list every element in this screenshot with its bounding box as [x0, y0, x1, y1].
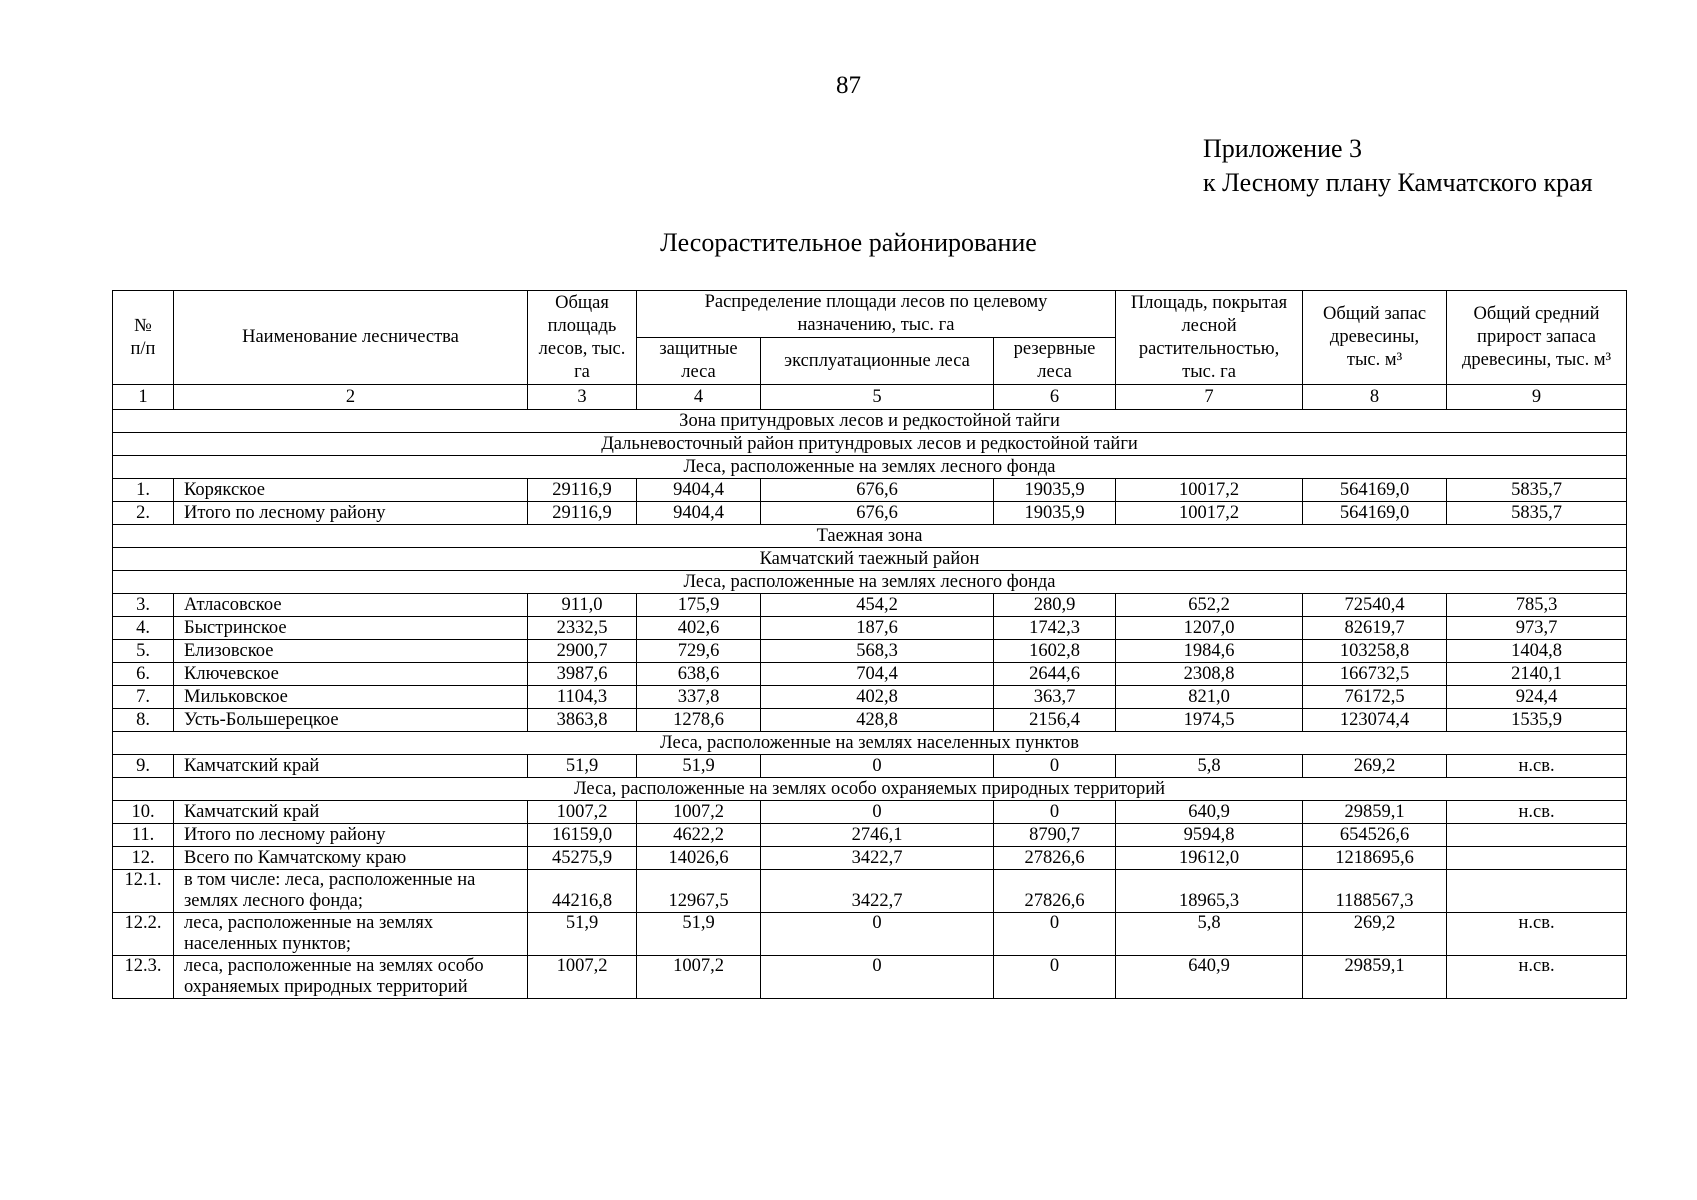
forestry-name: Корякское [174, 479, 528, 502]
table-row [113, 870, 1627, 913]
forestry-name: Быстринское [174, 617, 528, 640]
value-cell: 19035,9 [994, 502, 1116, 525]
column-number: 3 [528, 385, 637, 410]
value-cell: 0 [994, 755, 1116, 778]
forestry-name: Всего по Камчатскому краю [174, 847, 528, 870]
header-covered: Площадь, покрытая лесной растительностью, тыс. га [1116, 291, 1303, 385]
row-number: 5. [113, 640, 174, 663]
row-number: 10. [113, 801, 174, 824]
section-heading: Леса, расположенные на землях населенных пунктов [113, 732, 1627, 755]
value-cell: 568,3 [761, 640, 994, 663]
value-cell: 564169,0 [1303, 479, 1447, 502]
value-cell: 564169,0 [1303, 502, 1447, 525]
forest-zoning-table [112, 290, 1627, 999]
value-cell: 0 [761, 801, 994, 824]
value-cell: 51,9 [528, 755, 637, 778]
table-row [113, 617, 1627, 640]
value-cell: 676,6 [761, 479, 994, 502]
value-cell: 27826,6 [994, 847, 1116, 870]
value-cell: 269,2 [1303, 913, 1447, 956]
forestry-name: Ключевское [174, 663, 528, 686]
header-num: № п/п [113, 291, 174, 385]
value-cell: 5835,7 [1447, 502, 1627, 525]
value-cell: 51,9 [528, 913, 637, 956]
value-cell: 821,0 [1116, 686, 1303, 709]
table-row [113, 663, 1627, 686]
header-exploitation: эксплуатационные леса [761, 338, 994, 385]
forestry-name: Итого по лесному району [174, 824, 528, 847]
section-heading: Леса, расположенные на землях лесного фонда [113, 571, 1627, 594]
column-number: 2 [174, 385, 528, 410]
forestry-name: Камчатский край [174, 801, 528, 824]
value-cell: 729,6 [637, 640, 761, 663]
value-cell: 2900,7 [528, 640, 637, 663]
table-row [113, 640, 1627, 663]
value-cell: 640,9 [1116, 801, 1303, 824]
value-cell: 0 [761, 913, 994, 956]
value-cell: 8790,7 [994, 824, 1116, 847]
column-number: 1 [113, 385, 174, 410]
table-body [113, 410, 1627, 999]
value-cell: н.св. [1447, 956, 1627, 999]
value-cell: 704,4 [761, 663, 994, 686]
value-cell: 3422,7 [761, 870, 994, 913]
value-cell: 1984,6 [1116, 640, 1303, 663]
row-number: 12.3. [113, 956, 174, 999]
row-number: 12.2. [113, 913, 174, 956]
value-cell: 1207,0 [1116, 617, 1303, 640]
table-row [113, 709, 1627, 732]
value-cell: 1278,6 [637, 709, 761, 732]
row-number: 12. [113, 847, 174, 870]
value-cell: 785,3 [1447, 594, 1627, 617]
value-cell: н.св. [1447, 801, 1627, 824]
value-cell: 3987,6 [528, 663, 637, 686]
forestry-name: Усть-Большерецкое [174, 709, 528, 732]
table-row [113, 824, 1627, 847]
value-cell: 280,9 [994, 594, 1116, 617]
header-name: Наименование лесничества [174, 291, 528, 385]
value-cell: 2644,6 [994, 663, 1116, 686]
value-cell: 676,6 [761, 502, 994, 525]
column-number: 4 [637, 385, 761, 410]
column-number: 8 [1303, 385, 1447, 410]
appendix-line-1: Приложение 3 [1203, 134, 1363, 163]
section-heading-row [113, 548, 1627, 571]
row-number: 8. [113, 709, 174, 732]
value-cell: 1007,2 [528, 801, 637, 824]
section-heading: Таежная зона [113, 525, 1627, 548]
value-cell: 76172,5 [1303, 686, 1447, 709]
value-cell: 4622,2 [637, 824, 761, 847]
forestry-name: Атласовское [174, 594, 528, 617]
table-row [113, 801, 1627, 824]
header-reserve: резервные леса [994, 338, 1116, 385]
value-cell: 29859,1 [1303, 956, 1447, 999]
value-cell: 29116,9 [528, 479, 637, 502]
value-cell: 337,8 [637, 686, 761, 709]
document-title: Лесорастительное районирование [660, 228, 1037, 257]
value-cell: 19035,9 [994, 479, 1116, 502]
column-number: 9 [1447, 385, 1627, 410]
value-cell: 973,7 [1447, 617, 1627, 640]
value-cell: 402,6 [637, 617, 761, 640]
value-cell: 1974,5 [1116, 709, 1303, 732]
forestry-name: Елизовское [174, 640, 528, 663]
section-heading-row [113, 410, 1627, 433]
column-number: 6 [994, 385, 1116, 410]
value-cell: 166732,5 [1303, 663, 1447, 686]
section-heading: Камчатский таежный район [113, 548, 1627, 571]
value-cell: 269,2 [1303, 755, 1447, 778]
row-number: 7. [113, 686, 174, 709]
header-distribution: Распределение площади лесов по целевому назначению, тыс. га [637, 291, 1116, 338]
value-cell: 187,6 [761, 617, 994, 640]
value-cell: 1535,9 [1447, 709, 1627, 732]
value-cell: 0 [761, 755, 994, 778]
value-cell: 5,8 [1116, 913, 1303, 956]
value-cell: 16159,0 [528, 824, 637, 847]
value-cell: 175,9 [637, 594, 761, 617]
value-cell: 1742,3 [994, 617, 1116, 640]
value-cell: 10017,2 [1116, 479, 1303, 502]
value-cell: 1007,2 [528, 956, 637, 999]
value-cell: 652,2 [1116, 594, 1303, 617]
value-cell: 924,4 [1447, 686, 1627, 709]
appendix-caption [1203, 132, 1593, 200]
value-cell: 72540,4 [1303, 594, 1447, 617]
section-heading-row [113, 433, 1627, 456]
value-cell: н.св. [1447, 755, 1627, 778]
value-cell: 428,8 [761, 709, 994, 732]
column-number: 7 [1116, 385, 1303, 410]
value-cell: 12967,5 [637, 870, 761, 913]
value-cell: 1104,3 [528, 686, 637, 709]
row-number: 4. [113, 617, 174, 640]
value-cell: 2746,1 [761, 824, 994, 847]
table-row [113, 479, 1627, 502]
section-heading-row [113, 525, 1627, 548]
value-cell: 51,9 [637, 913, 761, 956]
row-number: 3. [113, 594, 174, 617]
value-cell: 1602,8 [994, 640, 1116, 663]
value-cell [1447, 870, 1627, 913]
value-cell: 82619,7 [1303, 617, 1447, 640]
value-cell: 654526,6 [1303, 824, 1447, 847]
table-row [113, 594, 1627, 617]
value-cell: 454,2 [761, 594, 994, 617]
value-cell: 27826,6 [994, 870, 1116, 913]
forestry-name: в том числе: леса, расположенные на землях лесного фонда; [174, 870, 528, 913]
table-row [113, 956, 1627, 999]
value-cell: 1007,2 [637, 801, 761, 824]
value-cell: 19612,0 [1116, 847, 1303, 870]
row-number: 1. [113, 479, 174, 502]
value-cell: 0 [994, 913, 1116, 956]
page-number: 87 [836, 72, 861, 99]
column-number-row [113, 385, 1627, 410]
value-cell: 5,8 [1116, 755, 1303, 778]
value-cell: 14026,6 [637, 847, 761, 870]
table-row [113, 686, 1627, 709]
value-cell: 9404,4 [637, 502, 761, 525]
value-cell: 51,9 [637, 755, 761, 778]
value-cell: 363,7 [994, 686, 1116, 709]
row-number: 12.1. [113, 870, 174, 913]
value-cell: 18965,3 [1116, 870, 1303, 913]
header-growth: Общий средний прирост запаса древесины, тыс. м³ [1447, 291, 1627, 385]
value-cell: 44216,8 [528, 870, 637, 913]
value-cell: 402,8 [761, 686, 994, 709]
value-cell: 0 [761, 956, 994, 999]
table-row [113, 847, 1627, 870]
value-cell: 1007,2 [637, 956, 761, 999]
value-cell: 29116,9 [528, 502, 637, 525]
section-heading: Леса, расположенные на землях особо охраняемых природных территорий [113, 778, 1627, 801]
value-cell: 3422,7 [761, 847, 994, 870]
value-cell: 5835,7 [1447, 479, 1627, 502]
section-heading-row [113, 732, 1627, 755]
row-number: 11. [113, 824, 174, 847]
header-stock: Общий запас древесины, тыс. м³ [1303, 291, 1447, 385]
section-heading: Леса, расположенные на землях лесного фонда [113, 456, 1627, 479]
value-cell: 640,9 [1116, 956, 1303, 999]
value-cell [1447, 824, 1627, 847]
row-number: 6. [113, 663, 174, 686]
forestry-name: леса, расположенные на землях населенных пунктов; [174, 913, 528, 956]
value-cell: 2332,5 [528, 617, 637, 640]
value-cell: 1188567,3 [1303, 870, 1447, 913]
value-cell: 123074,4 [1303, 709, 1447, 732]
column-number: 5 [761, 385, 994, 410]
row-number: 2. [113, 502, 174, 525]
section-heading-row [113, 778, 1627, 801]
value-cell: 911,0 [528, 594, 637, 617]
forestry-name: леса, расположенные на землях особо охраняемых природных территорий [174, 956, 528, 999]
value-cell: 29859,1 [1303, 801, 1447, 824]
section-heading: Дальневосточный район притундровых лесов и редкостойной тайги [113, 433, 1627, 456]
value-cell: 9404,4 [637, 479, 761, 502]
table-row [113, 502, 1627, 525]
forestry-name: Мильковское [174, 686, 528, 709]
value-cell [1447, 847, 1627, 870]
header-total: Общая площадь лесов, тыс. га [528, 291, 637, 385]
value-cell: 3863,8 [528, 709, 637, 732]
section-heading-row [113, 571, 1627, 594]
row-number: 9. [113, 755, 174, 778]
value-cell: 638,6 [637, 663, 761, 686]
value-cell: 103258,8 [1303, 640, 1447, 663]
section-heading-row [113, 456, 1627, 479]
value-cell: 9594,8 [1116, 824, 1303, 847]
value-cell: 10017,2 [1116, 502, 1303, 525]
forestry-name: Камчатский край [174, 755, 528, 778]
value-cell: 2308,8 [1116, 663, 1303, 686]
value-cell: 0 [994, 956, 1116, 999]
value-cell: 1218695,6 [1303, 847, 1447, 870]
table-row [113, 913, 1627, 956]
value-cell: 2140,1 [1447, 663, 1627, 686]
section-heading: Зона притундровых лесов и редкостойной тайги [113, 410, 1627, 433]
forestry-name: Итого по лесному району [174, 502, 528, 525]
value-cell: 45275,9 [528, 847, 637, 870]
value-cell: 1404,8 [1447, 640, 1627, 663]
table-row [113, 755, 1627, 778]
appendix-line-2: к Лесному плану Камчатского края [1203, 168, 1593, 197]
value-cell: 0 [994, 801, 1116, 824]
value-cell: н.св. [1447, 913, 1627, 956]
header-protective: защитные леса [637, 338, 761, 385]
value-cell: 2156,4 [994, 709, 1116, 732]
